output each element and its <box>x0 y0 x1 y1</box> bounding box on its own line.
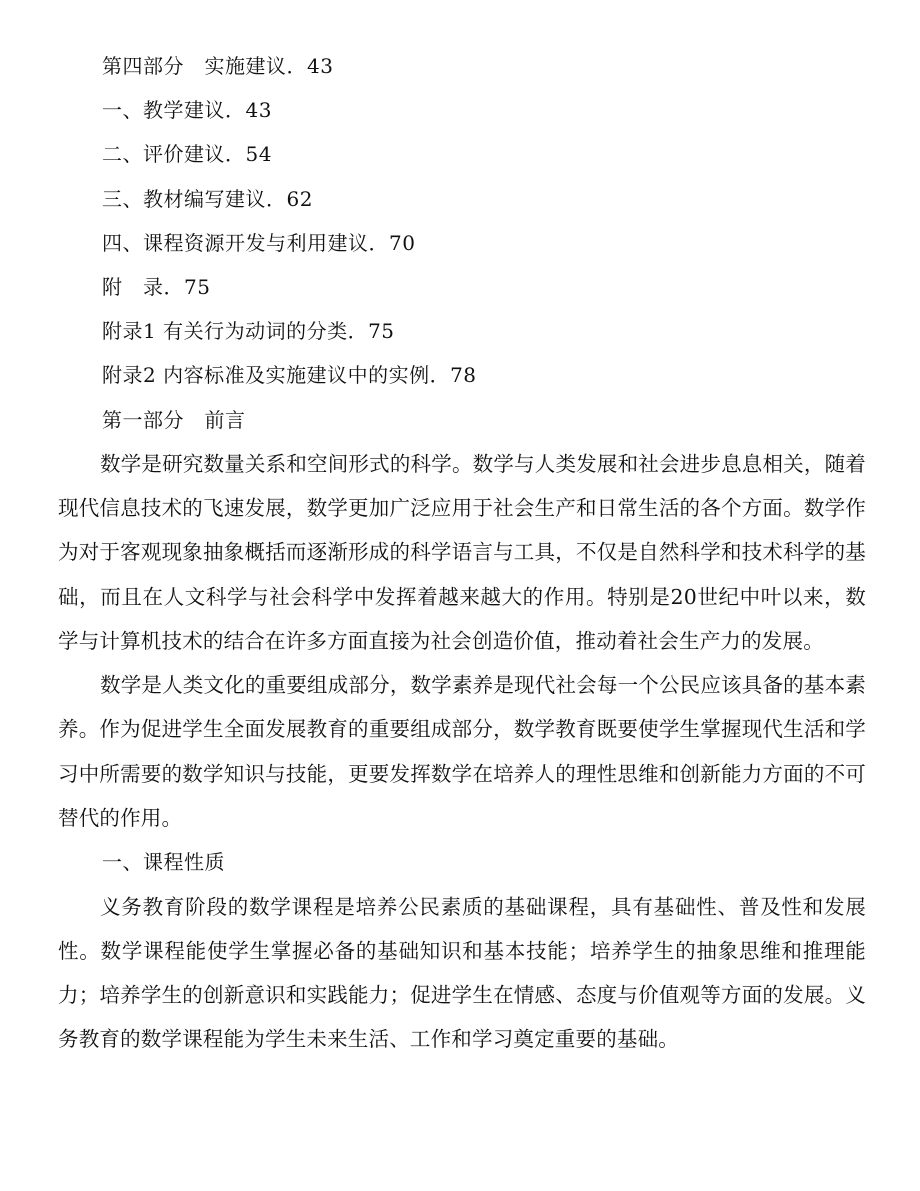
document-page <box>58 44 866 1062</box>
section-title: 第一部分 前言 <box>102 407 246 432</box>
toc-entry-appendix: 附 录．75 <box>102 274 211 299</box>
toc-entry-resources: 四、课程资源开发与利用建议．70 <box>102 230 416 255</box>
paragraph-1: 数学是研究数量关系和空间形式的科学。数学与人类发展和社会进步息息相关，随着现代信息技术的飞速发展，数学更加广泛应用于社会生产和日常生活的各个方面。数学作为对于客观现象抽象概括而逐渐形成的科学语言与工具，不仅是自然科学和技术科学的基础，而且在人文科学与社会科学中发挥着越来越大的作用。特别是20世纪中叶以来，数学与计算机技术的结合在许多方面直接为社会创造价值，推动着社会生产力的发展。 <box>58 451 866 653</box>
toc-entry-evaluation: 二、评价建议．54 <box>102 142 272 167</box>
toc-entry-part4: 第四部分 实施建议．43 <box>102 54 334 78</box>
toc-entry-appendix-1: 附录1 有关行为动词的分类．75 <box>102 319 395 344</box>
toc-entry-teaching: 一、教学建议．43 <box>102 98 272 123</box>
paragraph-3: 义务教育阶段的数学课程是培养公民素质的基础课程，具有基础性、普及性和发展性。数学课程能使学生掌握必备的基础知识和基本技能；培养学生的抽象思维和推理能力；培养学生的创新意识和实践能力；促进学生在情感、态度与价值观等方面的发展。义务教育的数学课程能为学生未来生活、工作和学习奠定重要的基础。 <box>58 894 866 1052</box>
toc-entry-appendix-2: 附录2 内容标准及实施建议中的实例．78 <box>102 363 477 388</box>
subsection-title: 一、课程性质 <box>102 850 225 875</box>
toc-entry-textbook: 三、教材编写建议．62 <box>102 186 313 211</box>
paragraph-2: 数学是人类文化的重要组成部分，数学素养是现代社会每一个公民应该具备的基本素养。作为促进学生全面发展教育的重要组成部分，数学教育既要使学生掌握现代生活和学习中所需要的数学知识与技能，更要发挥数学在培养人的理性思维和创新能力方面的不可替代的作用。 <box>58 673 866 831</box>
